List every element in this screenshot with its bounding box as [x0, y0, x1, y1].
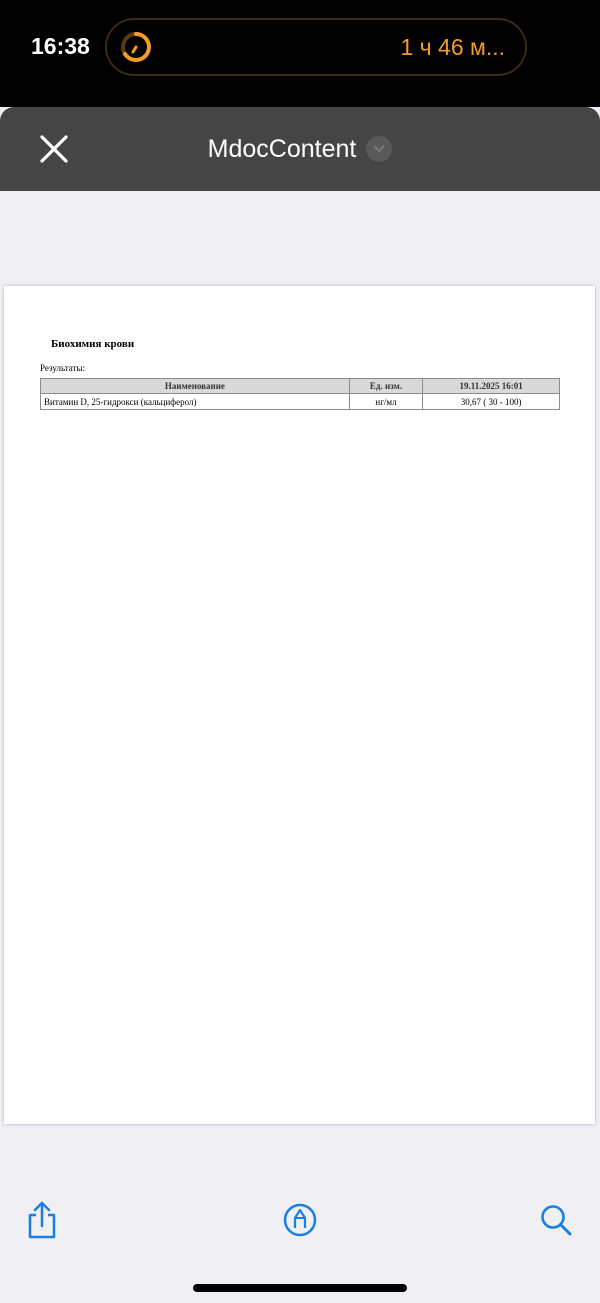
results-label: Результаты: — [40, 363, 85, 373]
document-header — [0, 107, 600, 191]
home-indicator[interactable] — [193, 1284, 407, 1292]
table-cell-name: Витамин D, 25-гидрокси (кальциферол) — [41, 394, 350, 410]
column-header-unit: Ед. изм. — [349, 379, 422, 394]
dynamic-island-activity[interactable] — [105, 18, 527, 76]
title-menu-button[interactable] — [366, 136, 392, 162]
table-cell-value: 30,67 ( 30 - 100) — [423, 394, 560, 410]
document-heading: Биохимия крови — [51, 338, 135, 350]
table-row — [41, 394, 560, 410]
title-area — [0, 107, 600, 191]
markup-icon[interactable] — [283, 1203, 317, 1237]
column-header-date: 19.11.2025 16:01 — [423, 379, 560, 394]
document-page[interactable] — [4, 286, 595, 1124]
status-time: 16:38 — [31, 33, 90, 59]
column-header-name: Наименование — [41, 379, 350, 394]
close-icon[interactable] — [38, 133, 70, 165]
document-title[interactable]: MdocContent — [207, 134, 357, 163]
share-icon[interactable] — [26, 1200, 58, 1240]
results-table — [40, 378, 560, 410]
table-cell-unit: нг/мл — [349, 394, 422, 410]
search-icon[interactable] — [539, 1203, 573, 1237]
activity-text: 1 ч 46 м... — [400, 34, 505, 60]
chevron-down-icon — [373, 145, 385, 153]
table-header-row — [41, 379, 560, 394]
status-bar — [0, 0, 600, 107]
timer-icon — [119, 30, 153, 64]
